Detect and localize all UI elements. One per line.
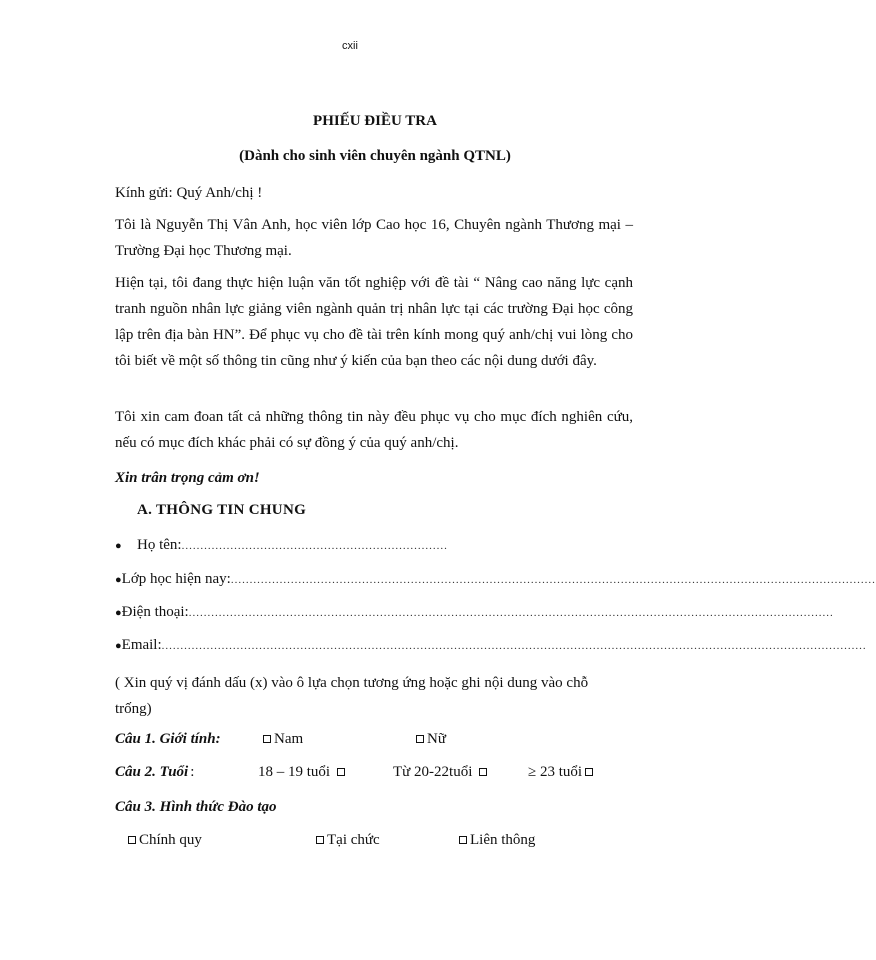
bullet-icon: ● (115, 607, 122, 619)
question-age-title: Câu 2. Tuổi (115, 764, 189, 780)
question-age (115, 764, 655, 786)
email-field[interactable] (115, 637, 867, 657)
option-male-label: Nam (274, 731, 304, 747)
question-gender-label: Câu 1. Giới tính: (115, 731, 221, 747)
option-full-time[interactable] (125, 832, 202, 849)
name-label: Họ tên: (137, 537, 182, 553)
option-female[interactable] (413, 731, 446, 748)
name-blank[interactable]: ....................................................................... (181, 540, 448, 552)
option-age-23-plus-label: ≥ 23 tuổi (528, 764, 583, 780)
instruction-text: ( Xin quý vị đánh dấu (x) vào ô lựa chọn tương ứng hoặc ghi nội dung vào chỗ trống) (115, 675, 589, 717)
question-age-label (115, 764, 194, 781)
checkbox-icon[interactable] (416, 735, 424, 743)
checkbox-icon[interactable] (263, 735, 271, 743)
phone-field[interactable] (115, 604, 834, 624)
intro-paragraph: Tôi là Nguyễn Thị Vân Anh, học viên lớp Cao học 16, Chuyên ngành Thương mại – Trường Đại học Thương mại. (115, 217, 633, 259)
checkbox-icon[interactable] (337, 768, 345, 776)
bullet-icon: ● (115, 574, 122, 586)
checkbox-icon[interactable] (459, 836, 467, 844)
email-blank[interactable]: ............................................................................................................................................................................................ (161, 640, 867, 652)
option-age-18-19-label: 18 – 19 tuổi (258, 764, 331, 780)
question-age-colon: : (190, 764, 195, 780)
phone-blank[interactable]: ............................................................................................................................................................................ (188, 607, 834, 619)
option-age-20-22[interactable] (393, 764, 490, 781)
option-transfer[interactable] (456, 832, 535, 849)
option-male[interactable] (260, 731, 303, 748)
page-number: cxii (342, 40, 358, 52)
checkbox-icon[interactable] (128, 836, 136, 844)
bullet-icon: ● (115, 540, 122, 552)
pledge-paragraph: Tôi xin cam đoan tất cả những thông tin này đều phục vụ cho mục đích nghiên cứu, nếu có mục đích khác phải có sự đồng ý của quý anh/chị. (115, 409, 633, 451)
option-full-time-label: Chính quy (139, 832, 202, 848)
research-paragraph: Hiện tại, tôi đang thực hiện luận văn tốt nghiệp với đề tài “ Nâng cao năng lực cạnh tranh nguồn nhân lực giảng viên ngành quản trị nhân lực tại các trường Đại học công lập trên địa bàn HN”. Để phục vụ cho đề tài trên kính mong quý anh/chị vui lòng cho tôi biết về một số thông tin cũng như ý kiến của bạn theo các nội dung dưới đây. (115, 275, 633, 369)
option-in-service[interactable] (313, 832, 380, 849)
bullet-icon: ● (115, 640, 122, 652)
section-a-heading: A. THÔNG TIN CHUNG (137, 502, 307, 518)
option-age-23-plus[interactable] (528, 764, 596, 781)
survey-subtitle: (Dành cho sinh viên chuyên ngành QTNL) (239, 148, 511, 164)
class-field[interactable] (115, 571, 876, 591)
option-age-18-19[interactable] (258, 764, 348, 781)
checkbox-icon[interactable] (479, 768, 487, 776)
option-age-20-22-label: Từ 20-22tuổi (393, 764, 473, 780)
email-label: Email: (121, 637, 162, 653)
option-in-service-label: Tại chức (327, 832, 380, 848)
name-field[interactable] (115, 537, 655, 557)
question-gender (115, 731, 655, 753)
checkbox-icon[interactable] (316, 836, 324, 844)
survey-title: PHIẾU ĐIỀU TRA (313, 113, 437, 129)
training-options (125, 832, 655, 854)
question-training (115, 799, 655, 821)
option-transfer-label: Liên thông (470, 832, 536, 848)
class-blank[interactable]: ............................................................................................................................................................................ (230, 574, 876, 586)
option-female-label: Nữ (427, 731, 446, 747)
salutation: Kính gửi: Quý Anh/chị ! (115, 185, 263, 201)
question-training-label: Câu 3. Hình thức Đào tạo (115, 799, 277, 815)
phone-label: Điện thoại: (121, 604, 189, 620)
thanks-line: Xin trân trọng cảm ơn! (115, 470, 260, 486)
checkbox-icon[interactable] (585, 768, 593, 776)
class-label: Lớp học hiện nay: (121, 571, 231, 587)
